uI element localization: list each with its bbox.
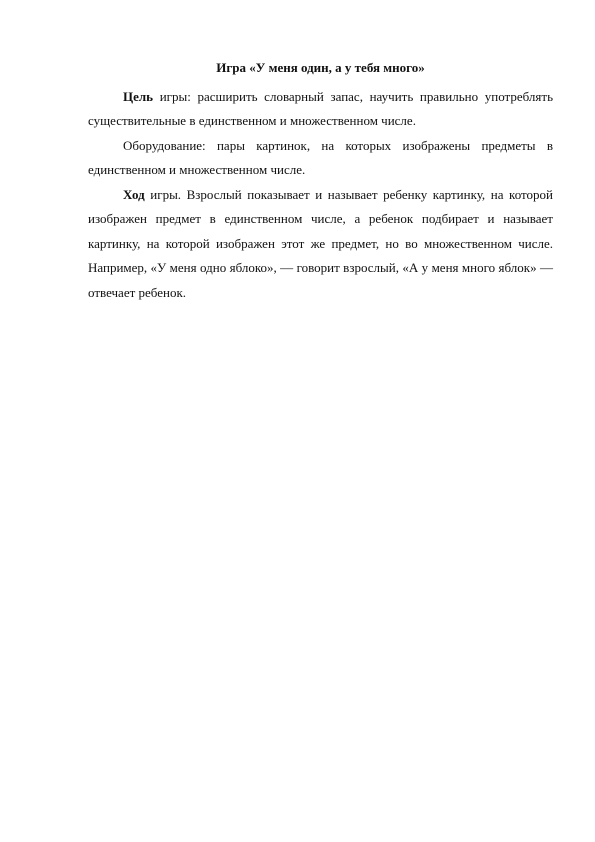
- paragraph-equipment-text: Оборудование: пары картинок, на которых изображены предметы в единственном и множественном числе.: [88, 137, 553, 177]
- paragraph-procedure: [88, 183, 553, 306]
- paragraph-equipment: [88, 134, 553, 183]
- document-title: Игра «У меня один, а у тебя много»: [216, 60, 425, 75]
- document-body: [88, 56, 553, 305]
- paragraph-goal-lead: Цель: [123, 88, 154, 104]
- paragraph-goal: [88, 85, 553, 134]
- paragraph-procedure-lead: Ход: [123, 186, 145, 202]
- paragraph-procedure-text: игры. Взрослый показывает и называет ребенку картинку, на которой изображен предмет в единственном числе, а ребенок подбирает и называет картинку, на которой изображен этот же предмет, но во множественном числе. Например, «У меня одно яблоко», — говорит взрослый, «А у меня много яблок» — отвечает ребенок.: [88, 186, 553, 300]
- paragraph-goal-text: игры: расширить словарный запас, научить правильно употреблять существительные в единственном и множественном числе.: [88, 88, 553, 128]
